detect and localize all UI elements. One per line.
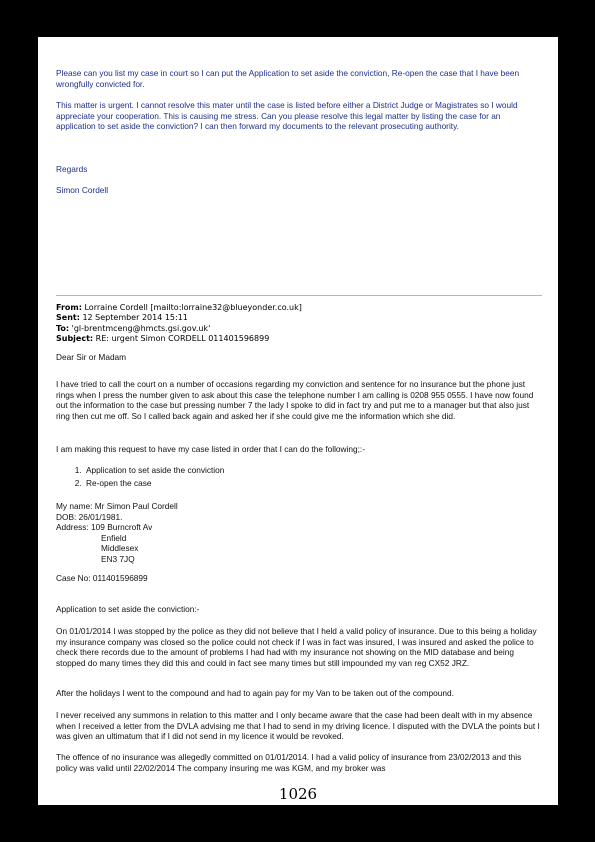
to-value[interactable]: 'gl-brentmceng@hmcts.gsi.gov.uk': [71, 323, 211, 333]
top-email-regards: Regards: [56, 164, 88, 174]
body-paragraph-4: After the holidays I went to the compound and had to again pay for my Van to be taken out of the compound.: [56, 688, 454, 698]
document-page: [38, 37, 558, 805]
personal-details: [56, 501, 542, 565]
salutation: Dear Sir or Madam: [56, 352, 127, 362]
email-header: [56, 303, 542, 345]
address-town: Enfield: [101, 532, 127, 543]
page-number: 1026: [278, 785, 318, 803]
from-line: From: Lorraine Cordell [mailto:lorraine32@blueyonder.co.uk]: [56, 303, 302, 312]
sent-line: Sent: 12 September 2014 15:11: [56, 313, 188, 323]
request-list: [56, 465, 542, 488]
body-paragraph-6: The offence of no insurance was allegedly committed on 01/01/2014. I had a valid policy of insurance from 23/02/2013 and this policy was valid until 22/02/2014 The company insuring me was KGM, and my broker was: [56, 752, 522, 773]
list-item: 1. Application to set aside the conviction: [84, 465, 542, 476]
name-line: My name: Mr Simon Paul Cordell: [56, 501, 178, 511]
case-number: Case No: 011401596899: [56, 573, 148, 583]
section-title: Application to set aside the conviction:-: [56, 604, 200, 614]
address-postcode: EN3 7JQ: [101, 553, 135, 564]
body-paragraph-3: On 01/01/2014 I was stopped by the police as they did not believe that I held a valid policy of insurance. Due to this being a holiday my insurance company was closed so the police could not check if I was in fact was insured, I was insured and asked the police to check there records due to the amount of problems I had had with my insurance not showing on the MID database and being stopped do many times they did this and could in fact see many times but still impounded my van reg CX52 JRZ.: [56, 626, 537, 668]
to-line: To: 'gl-brentmceng@hmcts.gsi.gov.uk': [56, 323, 211, 333]
dob-line: DOB: 26/01/1981.: [56, 511, 123, 522]
subject-line: Subject: RE: urgent Simon CORDELL 011401596899: [56, 334, 270, 344]
address-county: Middlesex: [101, 543, 139, 554]
body-paragraph-5: I never received any summons in relation to this matter and I only became aware that the case had been dealt with in my absence when I received a letter from the DVLA advising me that I had to send in my driving licence. I disputed with the DVLA the points but I was given an ultimatum that if I did not send in my licence it would be revoked.: [56, 710, 540, 742]
body-paragraph-2: I am making this request to have my case listed in order that I can do the following;:-: [56, 444, 365, 454]
top-email-paragraph-1: Please can you list my case in court so I can put the Application to set aside the conviction, Re-open the case that I have been wrongfully convicted for.: [56, 68, 520, 89]
from-value[interactable]: Lorraine Cordell [mailto:lorraine32@blueyonder.co.uk]: [84, 303, 302, 312]
email-divider: [56, 295, 542, 296]
body-paragraph-1: I have tried to call the court on a number of occasions regarding my conviction and sentence for no insurance but the phone just rings when I press the number given to ask about this case the telephone number I am calling is 0208 955 0555. I have now found out the information to the case but pressing number 7 the lady I spoke to did in fact try and put me to a manager but that also just ring then cut me off. So I called back again and asked her if she could give me the information which she did.: [56, 379, 534, 421]
top-email-paragraph-2: This matter is urgent. I cannot resolve this mater until the case is listed before either a District Judge or Magistrates so I would appreciate your cooperation. This is causing me stress. Can you please resolve this legal matter by listing the case for an application to set aside the conviction? I can then forward my documents to the relevant prosecuting authority.: [56, 100, 518, 132]
address-line: Address: 109 Burncroft Av: [56, 522, 153, 533]
list-item: 2. Re-open the case: [84, 478, 542, 489]
top-email-signature: Simon Cordell: [56, 185, 109, 195]
